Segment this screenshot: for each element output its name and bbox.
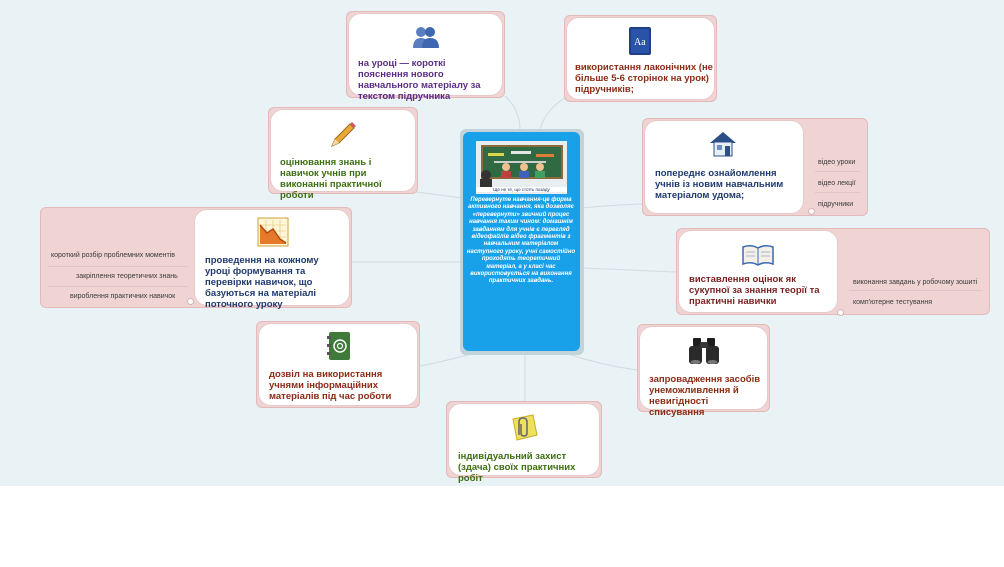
- subtopic-divider: [849, 290, 982, 291]
- link-lesson: [505, 96, 520, 130]
- chart-icon: [257, 217, 289, 247]
- open-book-icon: [741, 242, 775, 268]
- central-topic-text: Перевернуте навчання-це форма активного навчання, яка дозволяє «перевернути» звичний процес навчання таким чином: домашнім завданням для учнів є перегляд відеофайлів відео фрагментів з навчальним матеріалом наступного уроку, учні самостійно проходять теоретичний матеріал, а у класі час використовується на виконання практичних завдань.: [466, 197, 576, 285]
- subtopic-computer-testing[interactable]: комп'ютерне тестування: [853, 299, 933, 306]
- subtopic-practical-skills[interactable]: вироблення практичних навичок: [70, 293, 176, 300]
- collapse-handle[interactable]: [188, 299, 193, 304]
- pencil-icon: [328, 120, 358, 150]
- book-icon: [627, 26, 653, 56]
- link-textbook: [540, 98, 565, 130]
- link-assessment: [582, 268, 676, 272]
- collapse-handle[interactable]: [809, 209, 814, 214]
- subtopic-video-lectures[interactable]: відео лекції: [818, 180, 856, 187]
- topic-cheating-text: запровадження засобів унеможливлення й невигідності списування: [649, 374, 761, 418]
- collapse-handle[interactable]: [838, 310, 843, 315]
- topic-defense-text: індивідуальний захист (здача) своїх практичних робіт: [458, 451, 576, 484]
- link-cheating: [565, 353, 637, 370]
- subtopic-workbook-tasks[interactable]: виконання завдань у робочому зошиті: [853, 279, 978, 286]
- paperclip-icon: [509, 413, 539, 443]
- topic-lesson-text: на уроці — короткі пояснення нового навчального матеріалу за текстом підручника: [358, 58, 481, 102]
- link-preview: [582, 204, 643, 208]
- topic-assessment-text: виставлення оцінок як сукупної за знання теорії та практичні навички: [689, 274, 820, 307]
- subtopic-theory-consolidation[interactable]: закріплення теоретичних знань: [76, 273, 178, 280]
- subtopic-textbooks[interactable]: підручники: [818, 201, 854, 208]
- subtopic-divider: [815, 171, 860, 172]
- binoculars-icon: [687, 336, 721, 366]
- subtopic-divider: [48, 266, 188, 267]
- users-icon: [412, 24, 440, 50]
- subtopic-divider: [815, 192, 860, 193]
- subtopic-problem-review[interactable]: короткий розбір проблемних моментів: [51, 252, 175, 259]
- topic-skills-text: проведення на кожному уроці формування та перевірки навичок, що базуються на матеріалі поточного уроку: [205, 255, 319, 310]
- topic-grading-text: оцінювання знань і навичок учнів при виконанні практичної роботи: [280, 157, 382, 201]
- svg-text:Aa: Aa: [634, 37, 646, 48]
- topic-preview-text: попереднє ознайомлення учнів із новим навчальним матеріалом удома;: [655, 168, 784, 201]
- subtopic-divider: [48, 286, 188, 287]
- topic-textbook-text: використання лаконічних (не більше 5-6 сторінок на урок) підручників;: [575, 62, 713, 95]
- topic-info-text: дозвіл на використання учнями інформаційних матеріалів під час роботи: [269, 369, 392, 402]
- subtopic-video-lessons[interactable]: відео уроки: [818, 159, 856, 166]
- central-photo-caption: Ще не те, що стоїть позаду: [476, 187, 567, 192]
- address-book-icon: [326, 331, 352, 361]
- house-icon: [708, 130, 738, 158]
- link-grading: [416, 192, 462, 198]
